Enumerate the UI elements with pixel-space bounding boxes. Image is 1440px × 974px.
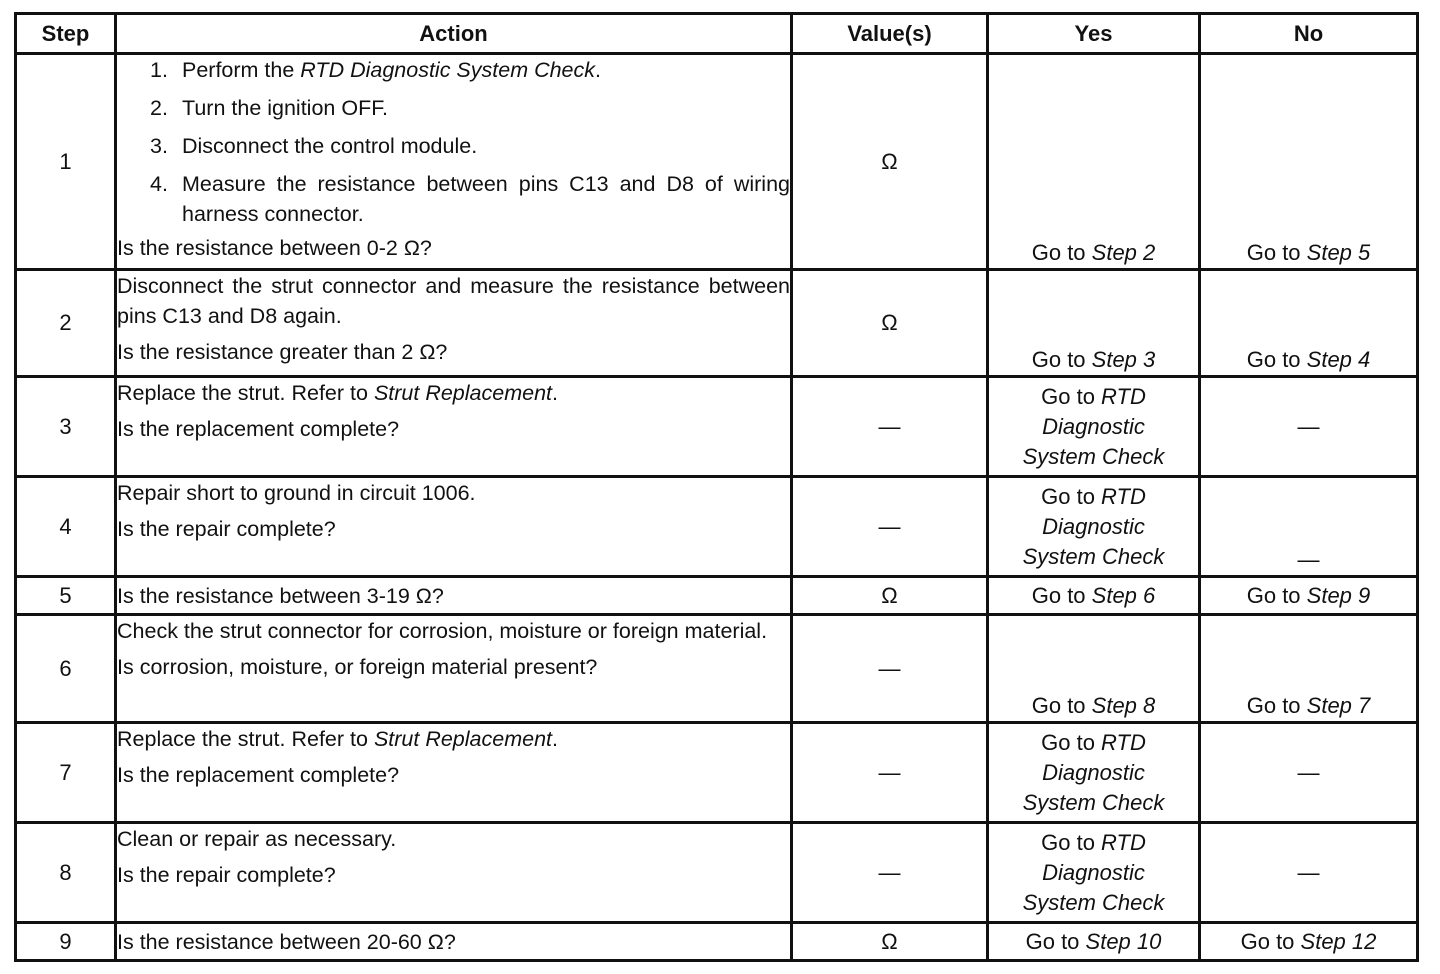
- question-text: Is the resistance between 20-60 Ω?: [117, 929, 456, 954]
- action-cell: [116, 54, 792, 270]
- action-cell: [116, 377, 792, 477]
- value-cell: Ω: [792, 923, 988, 961]
- yes-cell: Go to Step 2: [988, 54, 1200, 270]
- action-cell: [116, 577, 792, 615]
- action-cell: [116, 923, 792, 961]
- header-action: Action: [116, 14, 792, 54]
- action-list: [117, 55, 790, 229]
- step-number: 9: [16, 923, 116, 961]
- step-number: 6: [16, 615, 116, 723]
- step-number: 1: [16, 54, 116, 270]
- action-list-item: 3. Disconnect the control module.: [150, 134, 478, 158]
- no-cell: Go to Step 7: [1200, 615, 1418, 723]
- yes-cell: Go to Step 8: [988, 615, 1200, 723]
- action-list-item: 2. Turn the ignition OFF.: [150, 96, 388, 120]
- yes-cell: Go to RTD Diagnostic System Check: [988, 377, 1200, 477]
- action-list-item: 1. Perform the RTD Diagnostic System Check.: [150, 58, 602, 82]
- action-text: Replace the strut. Refer to Strut Replacement.: [117, 381, 558, 405]
- value-cell: —: [792, 377, 988, 477]
- table-row-step-6: [16, 615, 1418, 723]
- step-number: 8: [16, 823, 116, 923]
- table-row-step-1: [16, 54, 1418, 270]
- question-text: Is the resistance between 0-2 Ω?: [117, 236, 432, 260]
- table-row-step-7: [16, 723, 1418, 823]
- no-cell: —: [1200, 823, 1418, 923]
- header-values: Value(s): [792, 14, 988, 54]
- question-text: Is the repair complete?: [117, 863, 336, 887]
- question-text: Is corrosion, moisture, or foreign material present?: [117, 655, 598, 679]
- value-cell: —: [792, 477, 988, 577]
- step-number: 3: [16, 377, 116, 477]
- yes-cell: Go to RTD Diagnostic System Check: [988, 723, 1200, 823]
- action-text: Replace the strut. Refer to Strut Replacement.: [117, 727, 558, 751]
- question-text: Is the resistance between 3-19 Ω?: [117, 583, 444, 608]
- table-row-step-4: [16, 477, 1418, 577]
- action-cell: [116, 615, 792, 723]
- action-text: Repair short to ground in circuit 1006.: [117, 481, 476, 505]
- step-number: 5: [16, 577, 116, 615]
- value-cell: Ω: [792, 270, 988, 377]
- value-cell: Ω: [792, 577, 988, 615]
- action-cell: [116, 723, 792, 823]
- diagnostic-table: [14, 12, 1419, 962]
- step-number: 7: [16, 723, 116, 823]
- value-cell: —: [792, 723, 988, 823]
- yes-cell: Go to RTD Diagnostic System Check: [988, 477, 1200, 577]
- yes-cell: Go to Step 10: [988, 923, 1200, 961]
- no-cell: Go to Step 12: [1200, 923, 1418, 961]
- header-no: No: [1200, 14, 1418, 54]
- table-row-step-8: [16, 823, 1418, 923]
- reference-link: RTD Diagnostic System Check: [300, 58, 596, 82]
- value-cell: —: [792, 615, 988, 723]
- value-cell: Ω: [792, 54, 988, 270]
- question-text: Is the repair complete?: [117, 517, 336, 541]
- action-text: Check the strut connector for corrosion, moisture or foreign material.: [117, 619, 768, 643]
- action-list-item: 4. Measure the resistance between pins C13 and D8 of wiring harness connector.: [150, 172, 790, 226]
- table-row-step-5: [16, 577, 1418, 615]
- table-row-step-3: [16, 377, 1418, 477]
- action-text: Disconnect the strut connector and measure the resistance between pins C13 and D8 again.: [117, 274, 790, 328]
- value-cell: —: [792, 823, 988, 923]
- action-cell: [116, 270, 792, 377]
- step-number: 4: [16, 477, 116, 577]
- header-row: [16, 14, 1418, 54]
- reference-link: Strut Replacement: [373, 727, 552, 751]
- action-text: Clean or repair as necessary.: [117, 827, 397, 851]
- no-cell: —: [1200, 377, 1418, 477]
- question-text: Is the resistance greater than 2 Ω?: [117, 340, 448, 364]
- yes-cell: Go to RTD Diagnostic System Check: [988, 823, 1200, 923]
- question-text: Is the replacement complete?: [117, 417, 400, 441]
- question-text: Is the replacement complete?: [117, 763, 400, 787]
- no-cell: Go to Step 4: [1200, 270, 1418, 377]
- no-cell: Go to Step 5: [1200, 54, 1418, 270]
- table-row-step-2: [16, 270, 1418, 377]
- action-cell: [116, 477, 792, 577]
- no-cell: —: [1200, 723, 1418, 823]
- yes-cell: Go to Step 3: [988, 270, 1200, 377]
- no-cell: Go to Step 9: [1200, 577, 1418, 615]
- action-cell: [116, 823, 792, 923]
- step-number: 2: [16, 270, 116, 377]
- header-step: Step: [16, 14, 116, 54]
- reference-link: Strut Replacement: [373, 381, 552, 405]
- yes-cell: Go to Step 6: [988, 577, 1200, 615]
- header-yes: Yes: [988, 14, 1200, 54]
- no-cell: —: [1200, 477, 1418, 577]
- table-row-step-9: [16, 923, 1418, 961]
